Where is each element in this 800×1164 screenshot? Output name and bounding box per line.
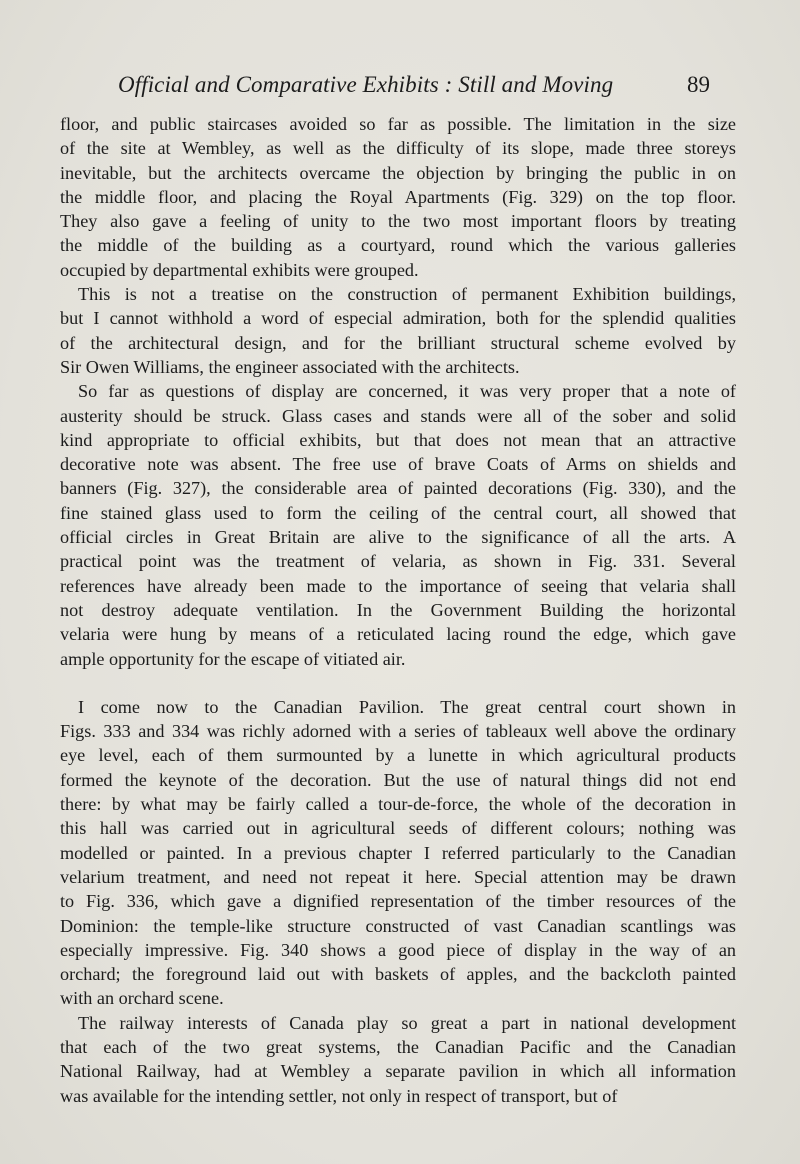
- text-line: occupied by departmental exhibits were grouped.: [60, 259, 419, 280]
- running-head-title: Official and Comparative Exhibits : Still and Moving: [118, 72, 614, 97]
- body-text: [60, 112, 736, 1108]
- paragraph: [60, 695, 736, 1011]
- text-line: velaria were hung by means of a reticulated lacing round the edge, which gave: [60, 624, 736, 645]
- text-line: Figs. 333 and 334 was richly adorned with a series of tableaux well above the ordinary: [60, 721, 736, 742]
- text-line: the middle of the building as a courtyard, round which the various galleries: [60, 235, 736, 256]
- text-line: National Railway, had at Wembley a separate pavilion in which all information: [60, 1061, 736, 1082]
- text-line: the middle floor, and placing the Royal Apartments (Fig. 329) on the top floor.: [60, 186, 736, 207]
- text-line: not destroy adequate ventilation. In the Government Building the horizontal: [60, 599, 736, 620]
- text-line: ample opportunity for the escape of vitiated air.: [60, 648, 406, 669]
- text-line: with an orchard scene.: [60, 988, 224, 1009]
- paragraph: [60, 379, 736, 671]
- text-line: This is not a treatise on the construction of permanent Exhibition buildings,: [78, 284, 736, 305]
- text-line: references have already been made to the importance of seeing that velaria shall: [60, 575, 736, 596]
- text-line: practical point was the treatment of velaria, as shown in Fig. 331. Several: [60, 551, 736, 572]
- text-line: to Fig. 336, which gave a dignified representation of the timber resources of the: [60, 891, 736, 912]
- text-line: banners (Fig. 327), the considerable area of painted decorations (Fig. 330), and the: [60, 478, 736, 499]
- text-line: eye level, each of them surmounted by a lunette in which agricultural products: [60, 745, 736, 766]
- text-line: velarium treatment, and need not repeat it here. Special attention may be drawn: [60, 866, 736, 887]
- text-line: especially impressive. Fig. 340 shows a good piece of display in the way of an: [60, 939, 736, 960]
- text-line: I come now to the Canadian Pavilion. The great central court shown in: [78, 696, 736, 717]
- text-line: modelled or painted. In a previous chapter I referred particularly to the Canadian: [60, 842, 736, 863]
- page-number: 89: [687, 72, 710, 97]
- text-line: there: by what may be fairly called a tour-de-force, the whole of the decoration in: [60, 794, 736, 815]
- text-line: kind appropriate to official exhibits, but that does not mean that an attractive: [60, 429, 736, 450]
- paragraph-gap: [60, 671, 736, 695]
- paragraph: [60, 1011, 736, 1108]
- text-line: but I cannot withhold a word of especial admiration, both for the splendid qualities: [60, 308, 736, 329]
- text-line: formed the keynote of the decoration. But the use of natural things did not end: [60, 769, 736, 790]
- text-line: floor, and public staircases avoided so far as possible. The limitation in the size: [60, 114, 736, 134]
- text-line: decorative note was absent. The free use of brave Coats of Arms on shields and: [60, 454, 736, 475]
- paragraph: [60, 112, 736, 282]
- text-line: this hall was carried out in agricultural seeds of different colours; nothing was: [60, 818, 736, 839]
- running-head: [118, 72, 710, 102]
- text-line: So far as questions of display are concerned, it was very proper that a note of: [78, 381, 736, 402]
- text-line: official circles in Great Britain are alive to the significance of all the arts. A: [60, 527, 736, 548]
- text-line: inevitable, but the architects overcame the objection by bringing the public in on: [60, 162, 736, 183]
- text-line: austerity should be struck. Glass cases and stands were all of the sober and solid: [60, 405, 736, 426]
- text-line: of the architectural design, and for the brilliant structural scheme evolved by: [60, 332, 736, 353]
- text-line: of the site at Wembley, as well as the difficulty of its slope, made three storeys: [60, 138, 736, 159]
- text-line: Sir Owen Williams, the engineer associated with the architects.: [60, 356, 520, 377]
- text-line: They also gave a feeling of unity to the two most important floors by treating: [60, 211, 736, 232]
- text-line: that each of the two great systems, the Canadian Pacific and the Canadian: [60, 1036, 736, 1057]
- paragraph: [60, 282, 736, 379]
- text-line: orchard; the foreground laid out with baskets of apples, and the backcloth painted: [60, 964, 736, 985]
- text-line: fine stained glass used to form the ceiling of the central court, all showed that: [60, 502, 736, 523]
- text-line: The railway interests of Canada play so great a part in national development: [78, 1012, 736, 1033]
- text-line: Dominion: the temple-like structure constructed of vast Canadian scantlings was: [60, 915, 736, 936]
- text-line: was available for the intending settler, not only in respect of transport, but of: [60, 1085, 618, 1106]
